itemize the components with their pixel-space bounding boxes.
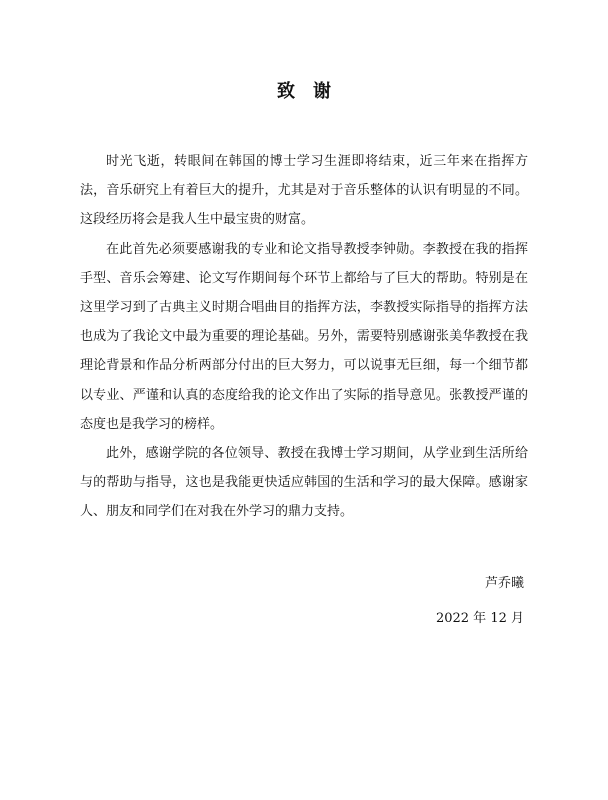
paragraph-1: 时光飞逝，转眼间在韩国的博士学习生涯即将结束，近三年来在指挥方法，音乐研究上有着巨大的提升，尤其是对于音乐整体的认识有明显的不同。这段经历将会是我人生中最宝贵的财富。 <box>80 154 528 228</box>
paragraph-2: 在此首先必须要感谢我的专业和论文指导教授李钟勋。李教授在我的指挥手型、音乐会筹建、论文写作期间每个环节上都给与了巨大的帮助。特别是在这里学习到了古典主义时期合唱曲目的指挥方法，李教授实际指导的指挥方法也成为了我论文中最为重要的理论基础。另外，需要特别感谢张美华教授在我理论背景和作品分析两部分付出的巨大努力，可以说事无巨细，每一个细节都以专业、严谨和认真的态度给我的论文作出了实际的指导意见。张教授严谨的态度也是我学习的榜样。 <box>80 241 528 432</box>
paragraph-3: 此外，感谢学院的各位领导、教授在我博士学习期间，从学业到生活所给与的帮助与指导，这也是我能更快适应韩国的生活和学习的最大保障。感谢家人、朋友和同学们在对我在外学习的鼎力支持。 <box>80 446 528 520</box>
body-text <box>80 147 528 527</box>
signature: 芦乔曦 <box>484 576 524 591</box>
page-title: 致 谢 <box>277 81 331 102</box>
date: 2022 年 12 月 <box>435 611 524 626</box>
